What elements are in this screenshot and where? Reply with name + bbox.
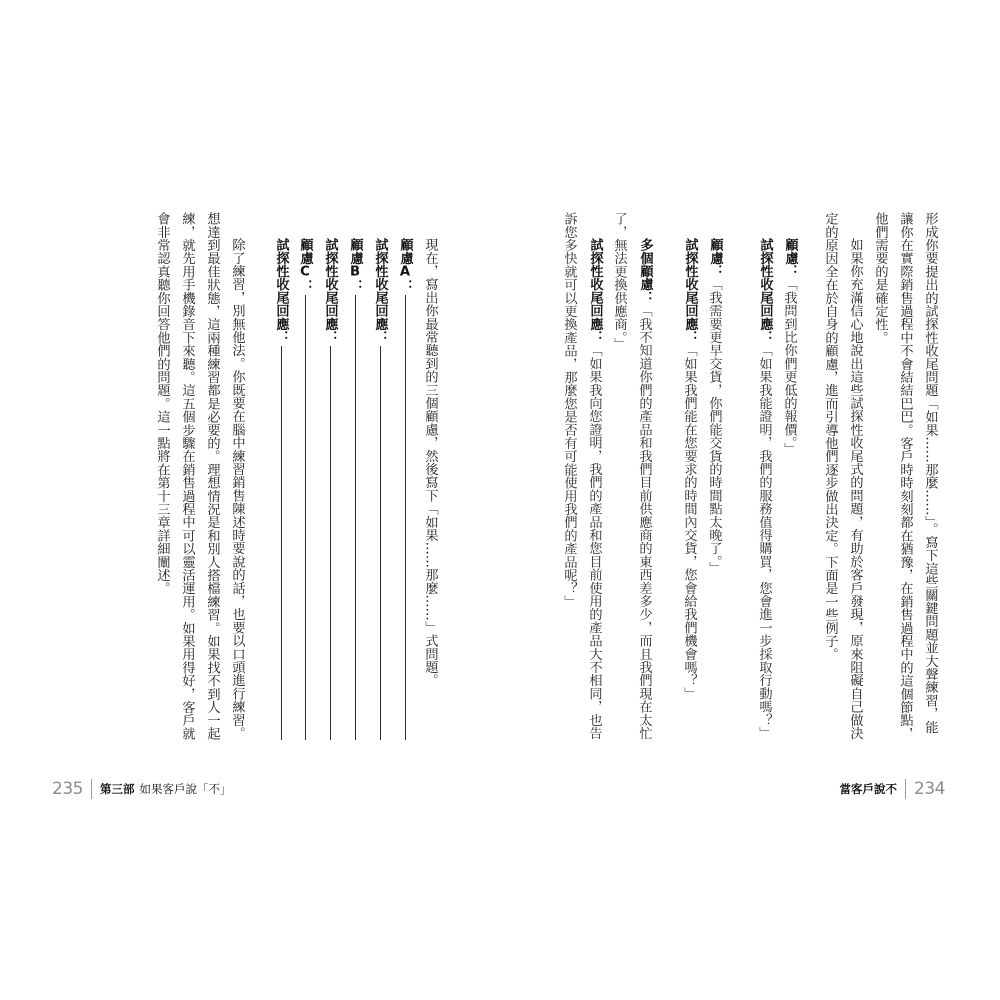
- example-response-text: 「如果我向您證明，我們的產品和您目前使用的產品大不相同，也告: [587, 344, 603, 740]
- example-response: [583, 212, 608, 740]
- body-line: 如果你充滿信心地說出這些試探性收尾式的問題，有助於客戶發現，原來阻礙自己做決: [847, 238, 863, 740]
- example-concern-text: 「我問到比你們更低的報價。」: [782, 278, 798, 457]
- worksheet-blank-line: [305, 295, 306, 740]
- body-line: 定的原因全在於自身的顧慮，進而引導他們逐步做出決定。下面是一些例子。: [822, 212, 838, 661]
- folio-separator: [905, 779, 906, 799]
- worksheet-row: [343, 212, 368, 740]
- example-concern-continued: [608, 212, 633, 740]
- example-response-label: 試探性收尾回應：: [587, 238, 603, 344]
- worksheet-label: 試探性收尾回應：: [372, 238, 388, 344]
- example-concern-label: 多個顧慮：: [637, 238, 653, 305]
- footer-right: [840, 778, 945, 800]
- example-concern-text: 了，無法更換供應商。」: [612, 212, 628, 351]
- worksheet-label: 試探性收尾回應：: [322, 238, 338, 344]
- example-response-continued: [558, 212, 583, 740]
- page-number: 235: [52, 779, 83, 799]
- worksheet-label: 顧慮B：: [347, 238, 363, 293]
- worksheet-blank-line: [281, 346, 282, 740]
- page-number: 234: [914, 779, 945, 799]
- example-response-text: 「如果我能證明，我們的服務值得購買，您會進一步採取行動嗎？」: [757, 344, 773, 740]
- worksheet-row: [318, 212, 343, 740]
- body-line: 會非常認真聽你回答他們的問題。這一點將在第十三章詳細闡述。: [154, 212, 170, 595]
- example-response-label: 試探性收尾回應：: [757, 238, 773, 344]
- worksheet-row: [368, 212, 393, 740]
- body-line: 讓你在實際銷售過程中不會結結巴巴。客戶時時刻刻都在猶豫，在銷售過程中的這個節點，: [897, 212, 913, 740]
- worksheet-row: [293, 212, 318, 740]
- footer-left: [52, 778, 231, 800]
- running-head: 當客戶說不: [839, 782, 898, 796]
- body-line: 形成你要提出的試探性收尾問題「如果……那麼……」。寫下這些關鍵問題並大聲練習，能: [922, 212, 938, 734]
- example-concern-label: 顧慮：: [707, 238, 723, 278]
- folio-separator: [91, 779, 92, 799]
- running-head: 如果客戶說「不」: [139, 782, 232, 796]
- example-concern: [778, 212, 803, 740]
- body-line: 練，就先用手機錄音下來聽。這五個步驟在銷售過程中可以靈活運用。如果用得好，客戶就: [179, 212, 195, 740]
- example-concern-label: 顧慮：: [782, 238, 798, 278]
- worksheet-blank-line: [405, 295, 406, 740]
- example-concern-text: 「我不知道你們的產品和我們目前供應商的東西差多少，而且我們現在太忙: [637, 304, 653, 740]
- example-response: [678, 212, 703, 740]
- body-line: 除了練習，別無他法。你既要在腦中練習銷售陳述時要說的話，也要以口頭進行練習。: [229, 238, 245, 740]
- example-response-label: 試探性收尾回應：: [682, 238, 698, 344]
- right-page: [500, 0, 1000, 1000]
- body-line: 想達到最佳狀態，這兩種練習都是必要的。理想情況是和別人搭檔練習。如果找不到人一起: [204, 212, 220, 740]
- worksheet-row: [269, 212, 294, 740]
- worksheet-label: 顧慮A：: [397, 238, 413, 293]
- worksheet-blank-line: [330, 346, 331, 740]
- example-response-text: 訴您多快就可以更換產品，那麼您是否有可能使用我們的產品呢？」: [562, 212, 578, 608]
- worksheet-label: 試探性收尾回應：: [273, 238, 289, 344]
- worksheet-blank-line: [380, 346, 381, 740]
- example-concern: [703, 212, 728, 740]
- body-line: 他們需要的是確定性。: [872, 212, 888, 344]
- example-concern: [633, 212, 658, 740]
- example-concern-text: 「我需要更早交貨，你們能交貨的時間點太晚了。」: [707, 278, 723, 575]
- worksheet-prompt: 現在，寫出你最常聽到的三個顧慮，然後寫下「如果……那麼……」式問題。: [422, 238, 438, 688]
- example-response: [753, 212, 778, 740]
- part-label: 第三部: [99, 782, 135, 796]
- worksheet-row: [393, 212, 418, 740]
- worksheet-blank-line: [355, 295, 356, 740]
- worksheet-label: 顧慮C：: [297, 238, 313, 293]
- example-response-text: 「如果我們能在您要求的時間內交貨，您會給我們機會嗎？」: [682, 344, 698, 701]
